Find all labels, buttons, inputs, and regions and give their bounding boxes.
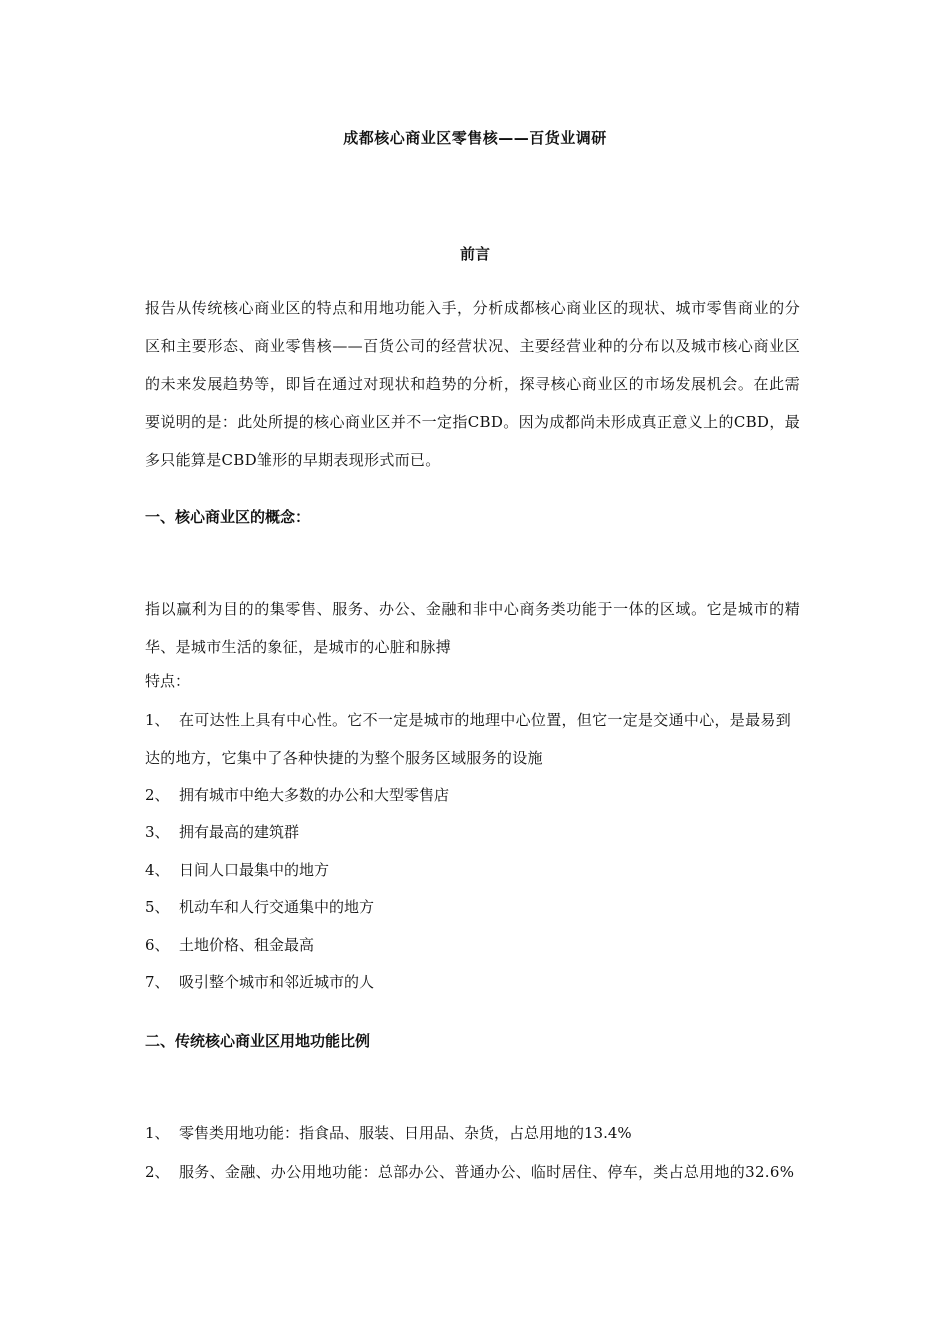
section2-heading: 二、传统核心商业区用地功能比例 [145,1032,371,1050]
list-item-text: 日间人口最集中的地方 [179,860,330,879]
section1-heading: 一、核心商业区的概念： [145,508,311,526]
list-item [145,852,800,890]
section1-definition: 指以赢利为目的的集零售、服务、办公、金融和非中心商务类功能于一体的区域。它是城市的精华、是城市生活的象征，是城市的心脏和脉搏 [145,600,800,656]
list-item [145,1153,800,1191]
list-item-number: 2、 [145,1162,170,1181]
list-item-number: 2、 [145,785,170,804]
list-item [145,814,800,852]
list-item [145,701,800,777]
list-item [145,1115,800,1153]
features-label: 特点： [145,672,191,690]
list-item-number: 3、 [145,823,170,841]
list-item-text: 机动车和人行交通集中的地方 [179,898,375,916]
list-item-text: 拥有城市中绝大多数的办公和大型零售店 [179,785,450,804]
list-item [145,927,800,965]
list-item-number: 5、 [145,898,170,916]
preface-paragraph: 报告从传统核心商业区的特点和用地功能入手，分析成都核心商业区的现状、城市零售商业的分区和主要形态、商业零售核——百货公司的经营状况、主要经营业种的分布以及城市核心商业区的未来发展趋势等，即旨在通过对现状和趋势的分析，探寻核心商业区的市场发展机会。在此需要说明的是：此处所提的核心商业区并不一定指CBD。因为成都尚未形成真正意义上的CBD，最多只能算是CBD雏形的早期表现形式而已。 [145,299,800,469]
section2-list [145,1115,800,1191]
list-item-text: 服务、金融、办公用地功能：总部办公、普通办公、临时居住、停车，类占总用地的32.6% [179,1162,795,1181]
list-item-number: 1、 [145,710,170,729]
list-item-number: 7、 [145,973,170,991]
list-item-number: 4、 [145,860,170,879]
list-item [145,964,800,1002]
list-item-text: 零售类用地功能：指食品、服装、日用品、杂货，占总用地的13.4% [179,1124,632,1142]
section1-features-list [145,663,800,1002]
list-item-text: 拥有最高的建筑群 [179,823,300,841]
list-item-number: 1、 [145,1124,170,1142]
list-item-text: 在可达性上具有中心性。它不一定是城市的地理中心位置，但它一定是交通中心，是最易到达的地方，它集中了各种快捷的为整个服务区域服务的设施 [145,710,792,767]
list-item-text: 土地价格、租金最高 [179,935,315,954]
list-item-text: 吸引整个城市和邻近城市的人 [179,973,375,991]
list-item [145,777,800,815]
list-item-number: 6、 [145,935,170,954]
list-item [145,889,800,927]
preface-heading: 前言 [459,245,490,263]
document-title: 成都核心商业区零售核——百货业调研 [343,129,607,147]
